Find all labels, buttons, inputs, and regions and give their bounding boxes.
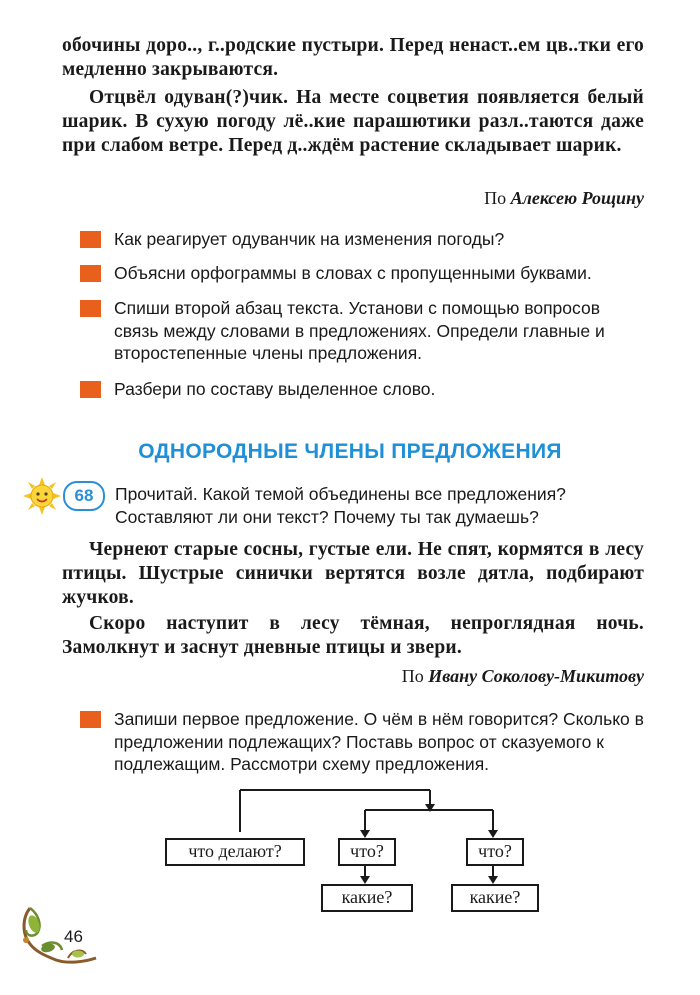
exercise-number-badge: 68: [63, 481, 105, 511]
scheme-attribute-box: какие?: [321, 884, 413, 912]
author-name: Алексею Рощину: [510, 188, 644, 208]
scheme-subject-box: что?: [338, 838, 396, 866]
author-prefix: По: [484, 188, 507, 208]
floral-ornament-icon: [12, 900, 107, 970]
exercise-intro: Прочитай. Какой темой объединены все предложения? Составляют ли они текст? Почему ты так думаешь?: [115, 484, 566, 527]
exercise-paragraph-1: Чернеют старые сосны, густые ели. Не спят, кормятся в лесу птицы. Шустрые синички вертятся возле дятла, подбирают жучков.: [62, 539, 644, 608]
page-number: 46: [64, 927, 83, 946]
passage1-line0: обочины доро.., г..родские пустыри. Перед ненаст..ем цв..тки его медленно закрываются.: [62, 35, 644, 80]
passage1-paragraph: Отцвёл одуван(?)чик. На месте соцветия появляется белый шарик. В сухую погоду лё..кие парашютики разл..таются даже при слабом ветре. Перед д..ждём растение складывает шарик.: [62, 87, 644, 156]
exercise-paragraph-2: Скоро наступит в лесу тёмная, непроглядная ночь. Замолкнут и заснут дневные птицы и звери.: [62, 613, 644, 658]
author-name: Ивану Соколову-Микитову: [428, 666, 644, 686]
task-text: Запиши первое предложение. О чём в нём говорится? Сколько в предложении подлежащих? Поставь вопрос от сказуемого к подлежащим. Рассмотри схему предложения.: [114, 709, 644, 774]
section-title: ОДНОРОДНЫЕ ЧЛЕНЫ ПРЕДЛОЖЕНИЯ: [138, 440, 562, 463]
scheme-attribute-box: какие?: [451, 884, 539, 912]
task-text: Как реагирует одуванчик на изменения погоды?: [114, 229, 505, 249]
task-text: Разбери по составу выделенное слово.: [114, 379, 436, 399]
scheme-predicate-box: что делают?: [165, 838, 305, 866]
task-text: Объясни орфограммы в словах с пропущенными буквами.: [114, 263, 592, 283]
scheme-subject-box: что?: [466, 838, 524, 866]
task-text: Спиши второй абзац текста. Установи с помощью вопросов связь между словами в предложениях. Определи главные и второстепенные члены предложения.: [114, 298, 605, 363]
author-prefix: По: [401, 666, 424, 686]
